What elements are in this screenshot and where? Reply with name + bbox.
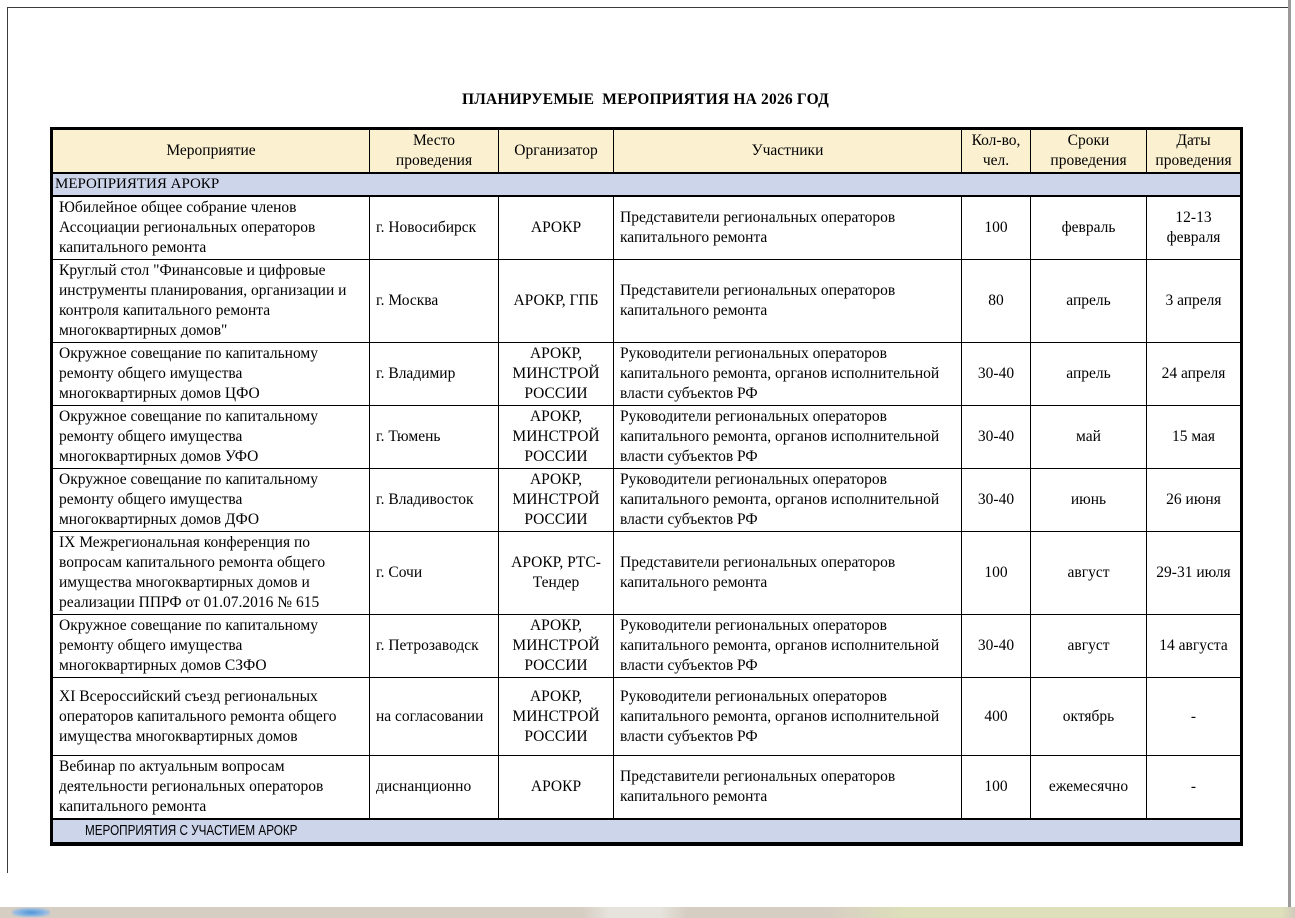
column-header-period: Сроки проведения <box>1031 129 1147 174</box>
cell-venue: на согласовании <box>370 678 499 756</box>
cell-period: февраль <box>1031 196 1147 260</box>
cell-participants: Руководители региональных операторов капитального ремонта, органов исполнительной власти субъектов РФ <box>614 469 962 532</box>
cell-count: 400 <box>962 678 1031 756</box>
header-row <box>52 129 1242 174</box>
cell-event: Окружное совещание по капитальному ремонту общего имущества многоквартирных домов ДФО <box>52 469 370 532</box>
column-header-event: Мероприятие <box>52 129 370 174</box>
cell-count: 30-40 <box>962 469 1031 532</box>
cell-count: 100 <box>962 756 1031 820</box>
cell-dates: 15 мая <box>1147 406 1242 469</box>
cell-event: Вебинар по актуальным вопросам деятельности региональных операторов капитального ремонта <box>52 756 370 820</box>
table-row <box>52 196 1242 260</box>
table-row <box>52 260 1242 343</box>
cell-count: 100 <box>962 196 1031 260</box>
cell-dates: 12-13 февраля <box>1147 196 1242 260</box>
column-header-count: Кол-во, чел. <box>962 129 1031 174</box>
cell-venue: г. Владимир <box>370 343 499 406</box>
cell-count: 30-40 <box>962 406 1031 469</box>
cell-count: 80 <box>962 260 1031 343</box>
cell-count: 30-40 <box>962 343 1031 406</box>
cell-dates: 14 августа <box>1147 615 1242 678</box>
cell-period: август <box>1031 532 1147 615</box>
cell-participants: Представители региональных операторов капитального ремонта <box>614 532 962 615</box>
cell-organizer: АРОКР, ГПБ <box>499 260 614 343</box>
window-right-border <box>1288 0 1291 907</box>
cell-event: XI Всероссийский съезд региональных операторов капитального ремонта общего имущества многоквартирных домов <box>52 678 370 756</box>
page-title: ПЛАНИРУЕМЫЕ МЕРОПРИЯТИЯ НА 2026 ГОД <box>462 91 829 108</box>
section-header-arokr <box>52 173 1242 196</box>
cell-venue: г. Сочи <box>370 532 499 615</box>
table-row <box>52 343 1242 406</box>
cell-dates: - <box>1147 678 1242 756</box>
section-label: МЕРОПРИЯТИЯ АРОКР <box>52 173 1242 196</box>
cell-organizer: АРОКР, РТС-Тендер <box>499 532 614 615</box>
cell-period: апрель <box>1031 343 1147 406</box>
table-row <box>52 678 1242 756</box>
cell-dates: 3 апреля <box>1147 260 1242 343</box>
cell-period: август <box>1031 615 1147 678</box>
cell-period: июнь <box>1031 469 1147 532</box>
cell-venue: г. Владивосток <box>370 469 499 532</box>
taskbar[interactable] <box>0 907 1295 918</box>
cell-venue: диснанционно <box>370 756 499 820</box>
cell-participants: Руководители региональных операторов капитального ремонта, органов исполнительной власти субъектов РФ <box>614 406 962 469</box>
column-header-dates: Даты проведения <box>1147 129 1242 174</box>
cell-event: Юбилейное общее собрание членов Ассоциации региональных операторов капитального ремонта <box>52 196 370 260</box>
cell-count: 30-40 <box>962 615 1031 678</box>
cell-organizer: АРОКР <box>499 756 614 820</box>
table-row <box>52 406 1242 469</box>
events-table <box>50 127 1243 846</box>
cell-period: апрель <box>1031 260 1147 343</box>
column-header-venue: Место проведения <box>370 129 499 174</box>
cell-organizer: АРОКР, МИНСТРОЙ РОССИИ <box>499 406 614 469</box>
cell-venue: г. Москва <box>370 260 499 343</box>
cell-participants: Представители региональных операторов капитального ремонта <box>614 260 962 343</box>
cell-dates: - <box>1147 756 1242 820</box>
column-header-participants: Участники <box>614 129 962 174</box>
section-header-with-arokr <box>52 819 1242 844</box>
cell-participants: Представители региональных операторов капитального ремонта <box>614 196 962 260</box>
taskbar-app-icon[interactable] <box>12 908 50 917</box>
cell-dates: 26 июня <box>1147 469 1242 532</box>
cell-dates: 29-31 июля <box>1147 532 1242 615</box>
cell-venue: г. Тюмень <box>370 406 499 469</box>
table-row <box>52 469 1242 532</box>
window-top-border <box>7 7 1291 8</box>
cell-event: Окружное совещание по капитальному ремонту общего имущества многоквартирных домов УФО <box>52 406 370 469</box>
section-label <box>52 819 1242 844</box>
cell-event: Круглый стол "Финансовые и цифровые инструменты планирования, организации и контроля капитального ремонта многоквартирных домов" <box>52 260 370 343</box>
cell-organizer: АРОКР <box>499 196 614 260</box>
cell-period: ежемесячно <box>1031 756 1147 820</box>
cell-participants: Руководители региональных операторов капитального ремонта, органов исполнительной власти субъектов РФ <box>614 343 962 406</box>
cell-event: Окружное совещание по капитальному ремонту общего имущества многоквартирных домов ЦФО <box>52 343 370 406</box>
window-left-border <box>7 7 8 873</box>
cell-organizer: АРОКР, МИНСТРОЙ РОССИИ <box>499 469 614 532</box>
cell-event: IX Межрегиональная конференция по вопросам капитального ремонта общего имущества многоквартирных домов и реализации ППРФ от 01.07.2016 № 615 <box>52 532 370 615</box>
cell-organizer: АРОКР, МИНСТРОЙ РОССИИ <box>499 678 614 756</box>
cell-organizer: АРОКР, МИНСТРОЙ РОССИИ <box>499 615 614 678</box>
section-label-text: МЕРОПРИЯТИЯ С УЧАСТИЕМ АРОКР <box>84 822 298 839</box>
table-row <box>52 615 1242 678</box>
cell-period: октябрь <box>1031 678 1147 756</box>
cell-count: 100 <box>962 532 1031 615</box>
column-header-organizer: Организатор <box>499 129 614 174</box>
table-row <box>52 756 1242 820</box>
cell-participants: Руководители региональных операторов капитального ремонта, органов исполнительной власти субъектов РФ <box>614 615 962 678</box>
cell-participants: Руководители региональных операторов капитального ремонта, органов исполнительной власти субъектов РФ <box>614 678 962 756</box>
cell-venue: г. Петрозаводск <box>370 615 499 678</box>
cell-period: май <box>1031 406 1147 469</box>
table-row <box>52 532 1242 615</box>
cell-participants: Представители региональных операторов капитального ремонта <box>614 756 962 820</box>
cell-dates: 24 апреля <box>1147 343 1242 406</box>
cell-venue: г. Новосибирск <box>370 196 499 260</box>
cell-event: Окружное совещание по капитальному ремонту общего имущества многоквартирных домов СЗФО <box>52 615 370 678</box>
cell-organizer: АРОКР, МИНСТРОЙ РОССИИ <box>499 343 614 406</box>
